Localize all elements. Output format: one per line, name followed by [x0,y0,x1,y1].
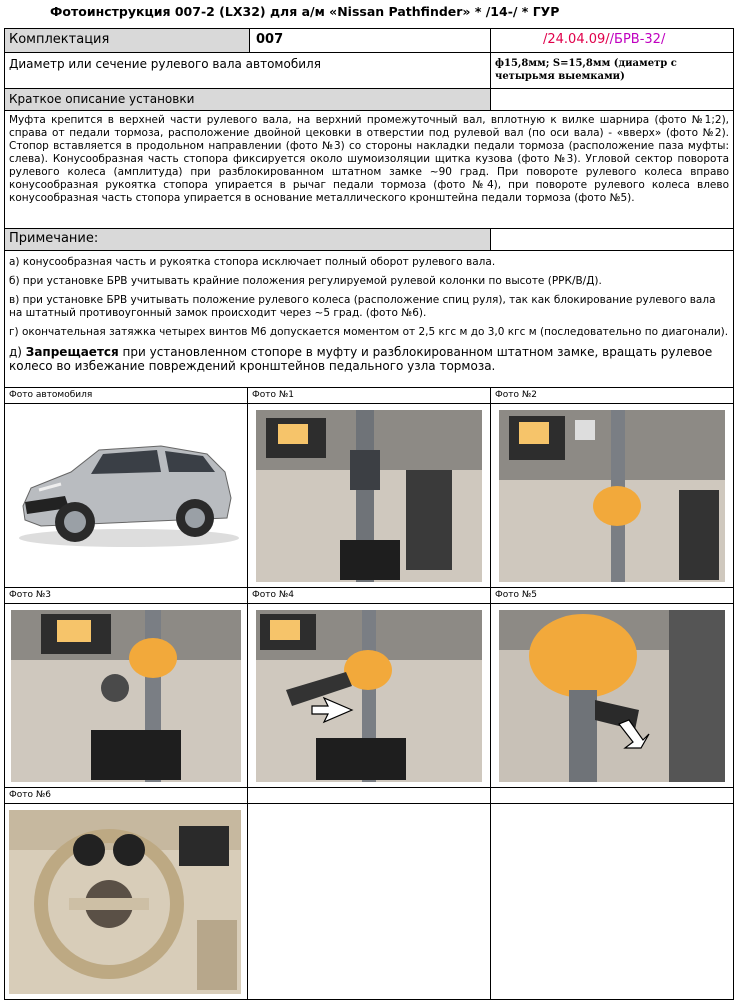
photo-3-label: Фото №3 [5,588,247,604]
description-heading: Краткое описание установки [5,89,491,111]
empty-photo-cell-1 [248,788,491,1000]
photo-4-image [256,610,482,782]
empty-photo-cell-2 [491,788,734,1000]
note-e: д) Запрещается при установленном стопоре в муфту и разблокированном штатном замке, вращать рулевое колесо во избежание повреждений кронштейнов педального узла тормоза. [9,345,713,373]
photo-car-cell [5,388,248,588]
kit-codes [491,29,734,53]
kit-date: /24.04.09/ [543,32,610,47]
description-text: Муфта крепится в верхней части рулевого вала, на верхний промежуточный вал, вплотную к вилке шарнира (фото №1;2), справа от педали тормоза, расположение двойной цековки в отверстии под рулевой вал (по оси вала) - «вверх» (фото №2). Стопор вставляется в продольном направлении (фото №3) со стороны накладки педали тормоза (расположение паза муфты: слева). Конусообразная часть стопора фиксируется около шумоизоляции щитка кузова (фото №3). Угловой сектор поворота рулевого колеса (амплитуда) при разблокированном штатном замке ~90 град. При повороте рулевого колеса вправо конусообразная рукоятка стопора упирается в рычаг педали тормоза (фото №4), при повороте рулевого колеса влево конусообразная часть стопора упирается в основание металлического кронштейна педали тормоза (фото №5). [5,111,734,229]
kit-value: 007 [250,29,491,53]
photo-row-1 [4,388,734,588]
note-a: а) конусообразная часть и рукоятка стопора исключает полный оборот рулевого вала. [9,256,496,268]
photo-2-label: Фото №2 [491,388,733,404]
note-d: г) окончательная затяжка четырех винтов М6 допускается моментом от 2,5 кгс м до 3,0 кгс м (последовательно по диагонали). [9,326,729,338]
photo-1-image [256,410,482,582]
note-e-forbidden: Запрещается [25,345,119,359]
notes-heading-blank [491,229,734,251]
photo-3-cell [5,588,248,788]
description-row [4,111,734,229]
shaft-value: ф15,8мм; S=15,8мм (диаметр с четырьмя выемками) [491,53,734,89]
photo-2-cell [491,388,734,588]
photo-2-image [499,410,725,582]
photo-6-image [9,810,241,994]
photo-row-3 [4,788,734,1000]
photo-5-label: Фото №5 [491,588,733,604]
note-c: в) при установке БРВ учитывать положение рулевого колеса (расположение спиц руля), так как блокирование рулевого вала на штатный противоугонный замок происходит через ~5 град. (фото №6). [9,294,716,319]
empty-photo-label-2 [491,788,733,804]
description-heading-blank [491,89,734,111]
note-b: б) при установке БРВ учитывать крайние положения регулируемой рулевой колонки по высоте (РРК/В/Д). [9,275,602,287]
description-heading-row [4,89,734,111]
photo-1-cell [248,388,491,588]
photo-car-label: Фото автомобиля [5,388,247,404]
photo-1-label: Фото №1 [248,388,490,404]
document-title: Фотоинструкция 007-2 (LX32) для а/м «Nissan Pathfinder» * /14-/ * ГУР [50,4,560,19]
shaft-row [4,53,734,89]
notes-body [5,251,734,388]
car-photo [11,410,241,560]
shaft-label: Диаметр или сечение рулевого вала автомобиля [5,53,491,89]
instruction-sheet [4,28,734,1000]
kit-label: Комплектация [5,29,250,53]
photo-row-2 [4,588,734,788]
photo-4-label: Фото №4 [248,588,490,604]
photo-6-label: Фото №6 [5,788,247,804]
notes-row [4,251,734,388]
kit-row [4,28,734,53]
photo-6-cell [5,788,248,1000]
photo-3-image [11,610,241,782]
notes-heading-row [4,229,734,251]
photo-5-cell [491,588,734,788]
notes-heading: Примечание: [5,229,491,251]
photo-5-image [499,610,725,782]
photo-4-cell [248,588,491,788]
empty-photo-label-1 [248,788,490,804]
kit-code: /БРВ-32/ [609,32,666,47]
